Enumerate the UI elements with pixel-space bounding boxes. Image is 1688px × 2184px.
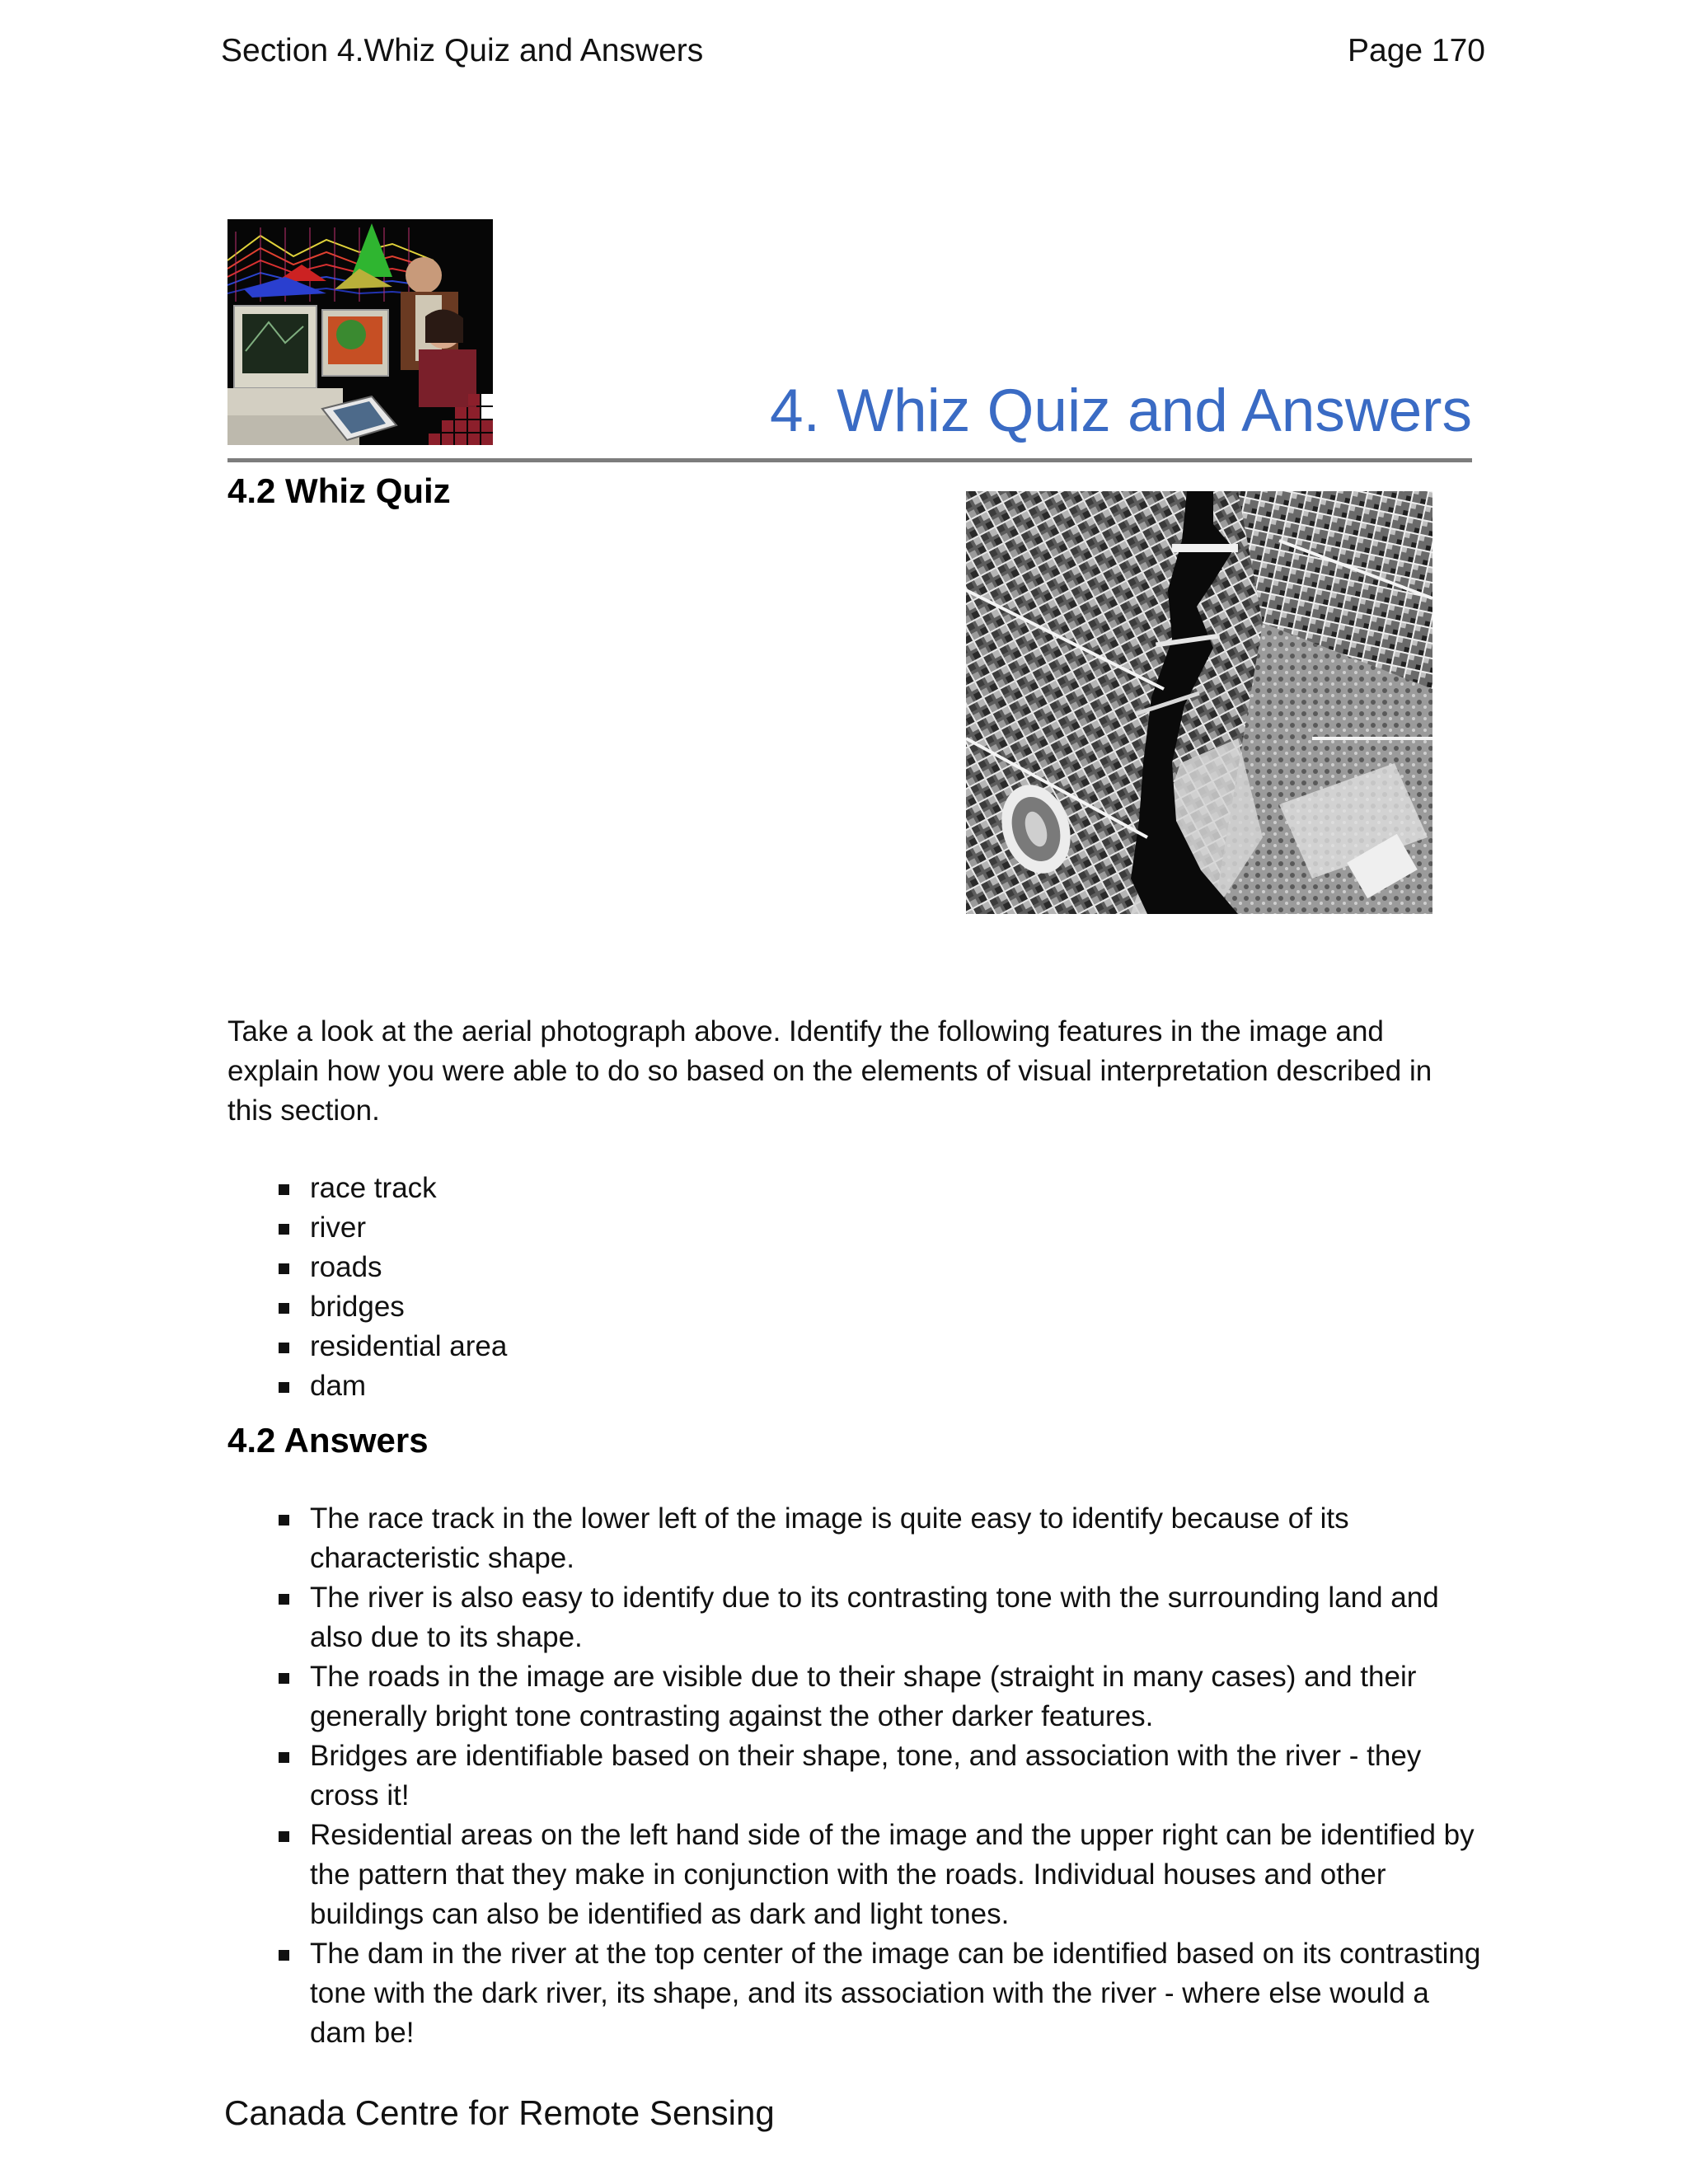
list-item — [227, 1287, 1464, 1327]
feature-list — [227, 1169, 1464, 1406]
list-item-text: The dam in the river at the top center of the image can be identified based on its contrasting tone with the dark river, its shape, and its association with the river - where else would a dam be! — [310, 1938, 1481, 2049]
quiz-instructions-text: Take a look at the aerial photograph above. Identify the following features in the image and explain how you were able to do so based on the elements of visual interpretation described in this section. — [227, 1015, 1432, 1127]
bullet-square-icon — [279, 1263, 289, 1274]
chapter-title: 4. Whiz Quiz and Answers — [769, 377, 1472, 444]
chapter-banner-image — [227, 219, 493, 445]
list-item — [227, 1366, 1464, 1406]
list-item-text: Residential areas on the left hand side of the image and the upper right can be identified by the pattern that they make in conjunction with the roads. Individual houses and other buildings can also be identified as dark and light tones. — [310, 1819, 1475, 1930]
bullet-square-icon — [279, 1184, 289, 1195]
list-item — [227, 1934, 1489, 2053]
footer-organization: Canada Centre for Remote Sensing — [224, 2093, 775, 2132]
bullet-square-icon — [279, 1673, 289, 1684]
bullet-square-icon — [279, 1594, 289, 1605]
list-item-text: The race track in the lower left of the image is quite easy to identify because of its characteristic shape. — [310, 1502, 1349, 1574]
bullet-square-icon — [279, 1752, 289, 1763]
aerial-photograph — [966, 491, 1432, 914]
bullet-square-icon — [279, 1382, 289, 1393]
list-item — [227, 1736, 1489, 1816]
list-item-text: The roads in the image are visible due to their shape (straight in many cases) and their generally bright tone contrasting against the other darker features. — [310, 1661, 1417, 1732]
list-item — [227, 1578, 1489, 1657]
list-item — [227, 1327, 1464, 1366]
list-item — [227, 1248, 1464, 1287]
list-item — [227, 1208, 1464, 1248]
list-item-text: bridges — [310, 1291, 405, 1323]
section-title: Section 4.Whiz Quiz and Answers — [221, 33, 704, 68]
page-number: Page 170 — [1348, 33, 1485, 68]
bullet-square-icon — [279, 1343, 289, 1353]
list-item-text: residential area — [310, 1330, 508, 1362]
list-item-text: Bridges are identifiable based on their shape, tone, and association with the river - they cross it! — [310, 1740, 1422, 1811]
list-item — [227, 1657, 1489, 1736]
quiz-heading: 4.2 Whiz Quiz — [227, 471, 451, 510]
bullet-square-icon — [279, 1515, 289, 1526]
list-item — [227, 1499, 1489, 1578]
bullet-square-icon — [279, 1950, 289, 1961]
list-item-text: roads — [310, 1251, 382, 1283]
bullet-square-icon — [279, 1224, 289, 1235]
quiz-instructions — [227, 1012, 1464, 1131]
answers-heading: 4.2 Answers — [227, 1421, 429, 1460]
list-item — [227, 1816, 1489, 1934]
bullet-square-icon — [279, 1303, 289, 1314]
list-item-text: race track — [310, 1172, 437, 1204]
list-item-text: river — [310, 1212, 367, 1244]
list-item-text: The river is also easy to identify due to its contrasting tone with the surrounding land and also due to its shape. — [310, 1582, 1439, 1653]
list-item — [227, 1169, 1464, 1208]
bullet-square-icon — [279, 1831, 289, 1842]
title-divider — [227, 458, 1472, 462]
list-item-text: dam — [310, 1370, 367, 1402]
answer-list — [227, 1499, 1489, 2053]
